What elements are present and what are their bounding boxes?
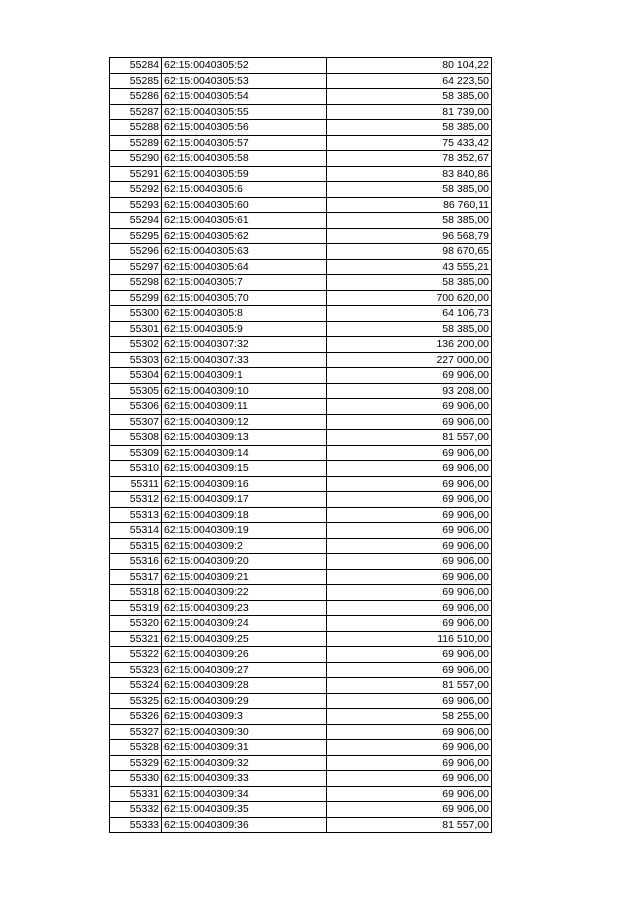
value-cell: 69 906,00	[327, 523, 492, 539]
row-number-cell: 55299	[110, 290, 162, 306]
value-cell: 69 906,00	[327, 445, 492, 461]
table-row	[110, 120, 492, 136]
row-number-cell: 55312	[110, 492, 162, 508]
value-cell: 64 223,50	[327, 73, 492, 89]
value-cell: 58 385,00	[327, 275, 492, 291]
cadastral-number-cell: 62:15:0040309:31	[162, 740, 327, 756]
table-row	[110, 631, 492, 647]
table-row	[110, 693, 492, 709]
cadastral-number-cell: 62:15:0040305:56	[162, 120, 327, 136]
row-number-cell: 55323	[110, 662, 162, 678]
cadastral-number-cell: 62:15:0040309:32	[162, 755, 327, 771]
table-row	[110, 368, 492, 384]
value-cell: 69 906,00	[327, 492, 492, 508]
cadastral-number-cell: 62:15:0040309:18	[162, 507, 327, 523]
table-row	[110, 461, 492, 477]
cadastral-number-cell: 62:15:0040309:10	[162, 383, 327, 399]
data-table	[109, 57, 492, 833]
table-row	[110, 755, 492, 771]
table-row	[110, 383, 492, 399]
table-row	[110, 476, 492, 492]
table-row	[110, 399, 492, 415]
table-row	[110, 228, 492, 244]
value-cell: 43 555,21	[327, 259, 492, 275]
row-number-cell: 55293	[110, 197, 162, 213]
value-cell: 75 433,42	[327, 135, 492, 151]
cadastral-number-cell: 62:15:0040309:11	[162, 399, 327, 415]
table-row	[110, 647, 492, 663]
table-row	[110, 709, 492, 725]
value-cell: 81 557,00	[327, 430, 492, 446]
value-cell: 69 906,00	[327, 755, 492, 771]
cadastral-number-cell: 62:15:0040305:64	[162, 259, 327, 275]
table-row	[110, 585, 492, 601]
table-row	[110, 337, 492, 353]
table-row	[110, 104, 492, 120]
table-row	[110, 600, 492, 616]
row-number-cell: 55307	[110, 414, 162, 430]
row-number-cell: 55328	[110, 740, 162, 756]
row-number-cell: 55295	[110, 228, 162, 244]
cadastral-number-cell: 62:15:0040305:63	[162, 244, 327, 260]
row-number-cell: 55311	[110, 476, 162, 492]
value-cell: 69 906,00	[327, 616, 492, 632]
cadastral-number-cell: 62:15:0040305:61	[162, 213, 327, 229]
table-row	[110, 554, 492, 570]
value-cell: 69 906,00	[327, 538, 492, 554]
table-row	[110, 213, 492, 229]
value-cell: 58 385,00	[327, 120, 492, 136]
value-cell: 116 510,00	[327, 631, 492, 647]
table-body	[110, 58, 492, 833]
row-number-cell: 55319	[110, 600, 162, 616]
row-number-cell: 55284	[110, 58, 162, 74]
table-row	[110, 616, 492, 632]
cadastral-number-cell: 62:15:0040305:53	[162, 73, 327, 89]
value-cell: 58 255,00	[327, 709, 492, 725]
value-cell: 58 385,00	[327, 213, 492, 229]
table-row	[110, 678, 492, 694]
value-cell: 58 385,00	[327, 182, 492, 198]
row-number-cell: 55303	[110, 352, 162, 368]
row-number-cell: 55310	[110, 461, 162, 477]
table-row	[110, 259, 492, 275]
value-cell: 81 557,00	[327, 678, 492, 694]
row-number-cell: 55306	[110, 399, 162, 415]
value-cell: 69 906,00	[327, 802, 492, 818]
cadastral-number-cell: 62:15:0040309:30	[162, 724, 327, 740]
value-cell: 136 200,00	[327, 337, 492, 353]
value-cell: 69 906,00	[327, 693, 492, 709]
table-row	[110, 321, 492, 337]
row-number-cell: 55300	[110, 306, 162, 322]
value-cell: 69 906,00	[327, 414, 492, 430]
cadastral-number-cell: 62:15:0040309:13	[162, 430, 327, 446]
value-cell: 69 906,00	[327, 724, 492, 740]
row-number-cell: 55315	[110, 538, 162, 554]
cadastral-number-cell: 62:15:0040305:55	[162, 104, 327, 120]
cadastral-number-cell: 62:15:0040305:70	[162, 290, 327, 306]
table-row	[110, 414, 492, 430]
row-number-cell: 55309	[110, 445, 162, 461]
cadastral-number-cell: 62:15:0040305:57	[162, 135, 327, 151]
cadastral-number-cell: 62:15:0040309:15	[162, 461, 327, 477]
value-cell: 227 000,00	[327, 352, 492, 368]
table-row	[110, 492, 492, 508]
row-number-cell: 55285	[110, 73, 162, 89]
row-number-cell: 55331	[110, 786, 162, 802]
table-row	[110, 445, 492, 461]
row-number-cell: 55322	[110, 647, 162, 663]
cadastral-number-cell: 62:15:0040305:9	[162, 321, 327, 337]
cadastral-number-cell: 62:15:0040309:14	[162, 445, 327, 461]
row-number-cell: 55314	[110, 523, 162, 539]
cadastral-number-cell: 62:15:0040309:27	[162, 662, 327, 678]
value-cell: 69 906,00	[327, 368, 492, 384]
value-cell: 58 385,00	[327, 321, 492, 337]
value-cell: 69 906,00	[327, 662, 492, 678]
value-cell: 69 906,00	[327, 507, 492, 523]
row-number-cell: 55333	[110, 817, 162, 833]
cadastral-number-cell: 62:15:0040305:7	[162, 275, 327, 291]
row-number-cell: 55298	[110, 275, 162, 291]
cadastral-number-cell: 62:15:0040309:28	[162, 678, 327, 694]
value-cell: 58 385,00	[327, 89, 492, 105]
cadastral-number-cell: 62:15:0040309:33	[162, 771, 327, 787]
cadastral-number-cell: 62:15:0040309:23	[162, 600, 327, 616]
value-cell: 81 557,00	[327, 817, 492, 833]
row-number-cell: 55332	[110, 802, 162, 818]
value-cell: 69 906,00	[327, 740, 492, 756]
row-number-cell: 55286	[110, 89, 162, 105]
value-cell: 69 906,00	[327, 461, 492, 477]
value-cell: 69 906,00	[327, 585, 492, 601]
row-number-cell: 55329	[110, 755, 162, 771]
table-row	[110, 817, 492, 833]
cadastral-number-cell: 62:15:0040309:3	[162, 709, 327, 725]
table-row	[110, 151, 492, 167]
table-row	[110, 740, 492, 756]
table-row	[110, 523, 492, 539]
value-cell: 69 906,00	[327, 786, 492, 802]
row-number-cell: 55321	[110, 631, 162, 647]
row-number-cell: 55324	[110, 678, 162, 694]
value-cell: 78 352,67	[327, 151, 492, 167]
value-cell: 69 906,00	[327, 476, 492, 492]
cadastral-number-cell: 62:15:0040309:1	[162, 368, 327, 384]
row-number-cell: 55294	[110, 213, 162, 229]
table-row	[110, 771, 492, 787]
row-number-cell: 55288	[110, 120, 162, 136]
table-row	[110, 89, 492, 105]
row-number-cell: 55313	[110, 507, 162, 523]
table-row	[110, 507, 492, 523]
cadastral-number-cell: 62:15:0040305:8	[162, 306, 327, 322]
cadastral-number-cell: 62:15:0040305:58	[162, 151, 327, 167]
cadastral-number-cell: 62:15:0040305:54	[162, 89, 327, 105]
value-cell: 69 906,00	[327, 569, 492, 585]
row-number-cell: 55318	[110, 585, 162, 601]
table-row	[110, 182, 492, 198]
row-number-cell: 55320	[110, 616, 162, 632]
cadastral-number-cell: 62:15:0040309:29	[162, 693, 327, 709]
row-number-cell: 55305	[110, 383, 162, 399]
cadastral-number-cell: 62:15:0040305:6	[162, 182, 327, 198]
cadastral-number-cell: 62:15:0040307:33	[162, 352, 327, 368]
table-row	[110, 802, 492, 818]
row-number-cell: 55325	[110, 693, 162, 709]
cadastral-number-cell: 62:15:0040307:32	[162, 337, 327, 353]
row-number-cell: 55316	[110, 554, 162, 570]
table-row	[110, 166, 492, 182]
value-cell: 69 906,00	[327, 600, 492, 616]
table-row	[110, 244, 492, 260]
cadastral-number-cell: 62:15:0040309:26	[162, 647, 327, 663]
row-number-cell: 55289	[110, 135, 162, 151]
row-number-cell: 55290	[110, 151, 162, 167]
row-number-cell: 55291	[110, 166, 162, 182]
table-row	[110, 352, 492, 368]
value-cell: 69 906,00	[327, 647, 492, 663]
row-number-cell: 55287	[110, 104, 162, 120]
table-row	[110, 135, 492, 151]
cadastral-number-cell: 62:15:0040309:20	[162, 554, 327, 570]
value-cell: 86 760,11	[327, 197, 492, 213]
row-number-cell: 55308	[110, 430, 162, 446]
value-cell: 69 906,00	[327, 554, 492, 570]
cadastral-number-cell: 62:15:0040309:17	[162, 492, 327, 508]
table-row	[110, 430, 492, 446]
value-cell: 96 568,79	[327, 228, 492, 244]
cadastral-number-cell: 62:15:0040309:16	[162, 476, 327, 492]
row-number-cell: 55304	[110, 368, 162, 384]
table-row	[110, 58, 492, 74]
cadastral-number-cell: 62:15:0040309:12	[162, 414, 327, 430]
row-number-cell: 55301	[110, 321, 162, 337]
row-number-cell: 55326	[110, 709, 162, 725]
row-number-cell: 55296	[110, 244, 162, 260]
row-number-cell: 55330	[110, 771, 162, 787]
value-cell: 69 906,00	[327, 771, 492, 787]
table-row	[110, 73, 492, 89]
table-row	[110, 306, 492, 322]
value-cell: 81 739,00	[327, 104, 492, 120]
cadastral-number-cell: 62:15:0040309:24	[162, 616, 327, 632]
cadastral-number-cell: 62:15:0040309:34	[162, 786, 327, 802]
cadastral-number-cell: 62:15:0040309:36	[162, 817, 327, 833]
row-number-cell: 55327	[110, 724, 162, 740]
value-cell: 69 906,00	[327, 399, 492, 415]
cadastral-number-cell: 62:15:0040309:25	[162, 631, 327, 647]
cadastral-number-cell: 62:15:0040309:22	[162, 585, 327, 601]
table-row	[110, 538, 492, 554]
cadastral-number-cell: 62:15:0040309:21	[162, 569, 327, 585]
row-number-cell: 55302	[110, 337, 162, 353]
value-cell: 83 840,86	[327, 166, 492, 182]
value-cell: 700 620,00	[327, 290, 492, 306]
table-row	[110, 275, 492, 291]
value-cell: 98 670,65	[327, 244, 492, 260]
cadastral-number-cell: 62:15:0040309:35	[162, 802, 327, 818]
cadastral-number-cell: 62:15:0040305:52	[162, 58, 327, 74]
table-row	[110, 786, 492, 802]
table-row	[110, 724, 492, 740]
cadastral-number-cell: 62:15:0040305:60	[162, 197, 327, 213]
table-row	[110, 290, 492, 306]
value-cell: 80 104,22	[327, 58, 492, 74]
cadastral-number-cell: 62:15:0040309:19	[162, 523, 327, 539]
cadastral-number-cell: 62:15:0040305:59	[162, 166, 327, 182]
table-row	[110, 197, 492, 213]
cadastral-number-cell: 62:15:0040305:62	[162, 228, 327, 244]
row-number-cell: 55292	[110, 182, 162, 198]
row-number-cell: 55317	[110, 569, 162, 585]
value-cell: 93 208,00	[327, 383, 492, 399]
row-number-cell: 55297	[110, 259, 162, 275]
table-row	[110, 662, 492, 678]
cadastral-number-cell: 62:15:0040309:2	[162, 538, 327, 554]
value-cell: 64 106,73	[327, 306, 492, 322]
table-row	[110, 569, 492, 585]
